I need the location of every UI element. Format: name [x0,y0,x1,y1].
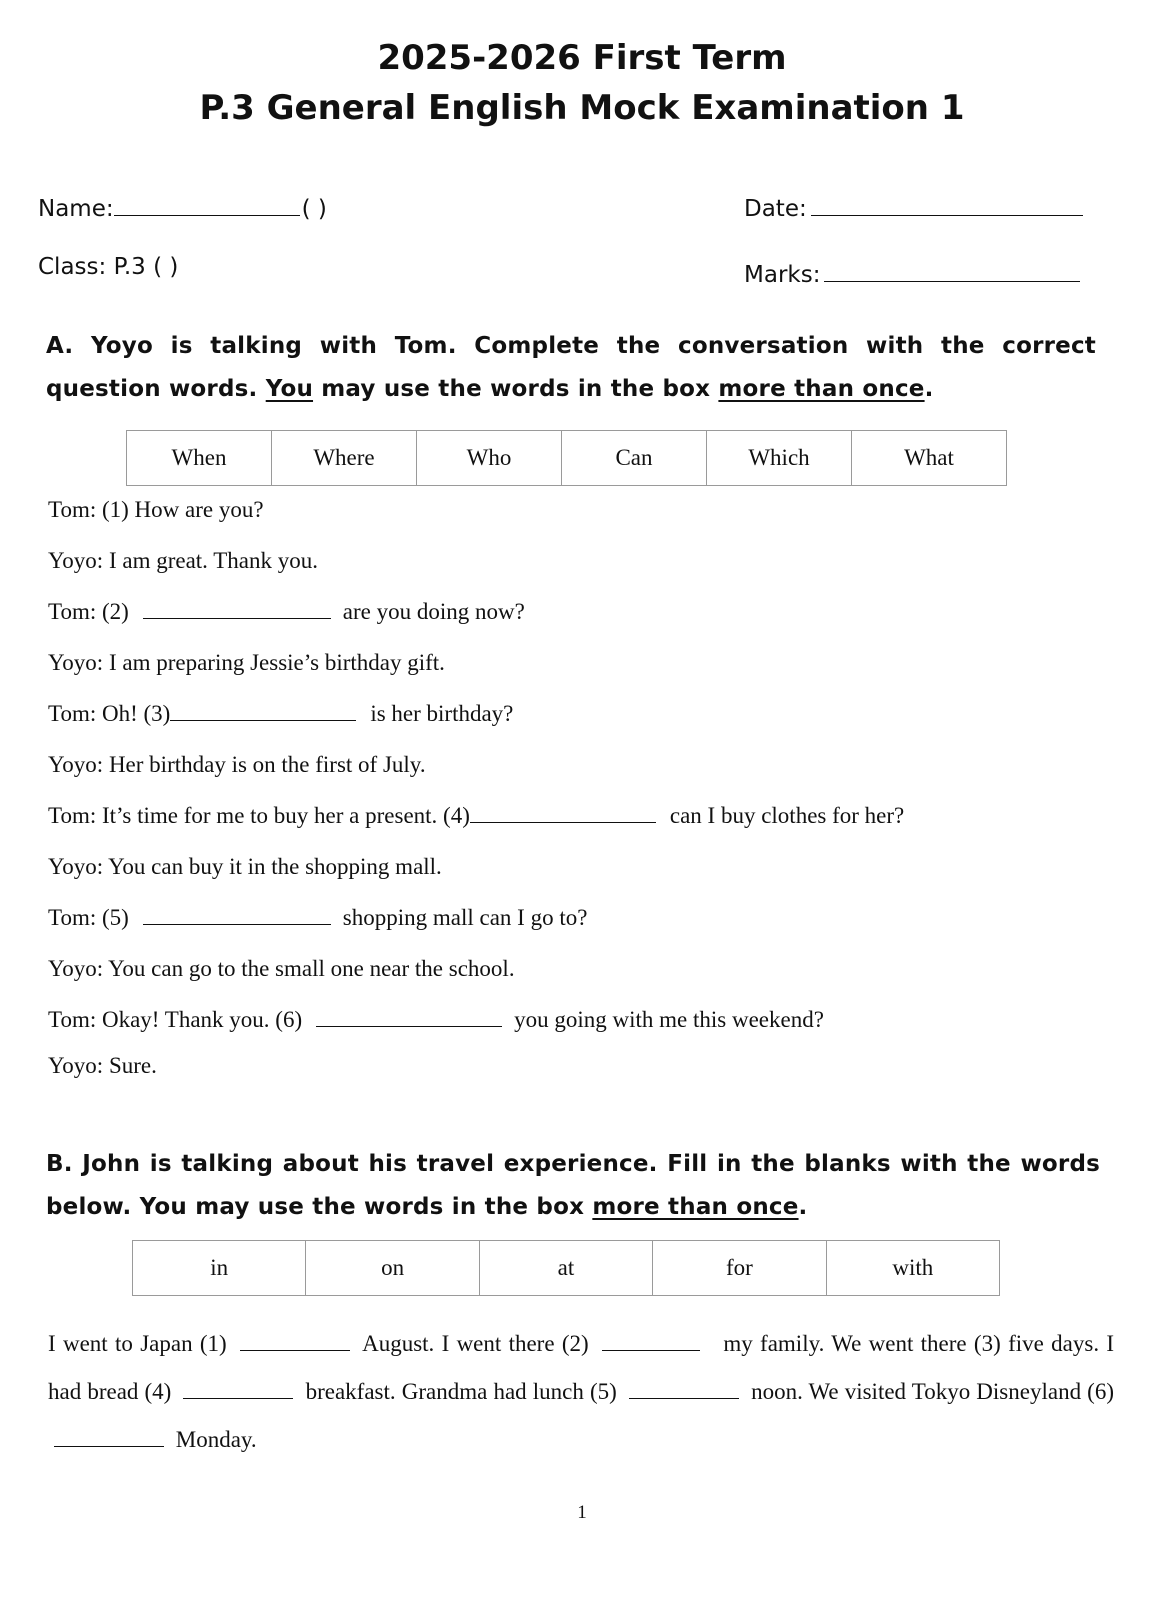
title-line-2: P.3 General English Mock Examination 1 [199,88,965,128]
line-text: Yoyo: You can go to the small one near the school. [48,956,515,981]
date-field [744,196,1083,222]
conversation-line [48,1007,824,1033]
word-box-cell: at [479,1241,652,1296]
line-text: Yoyo: You can buy it in the shopping mall. [48,854,442,879]
paragraph-text: five days. I had bread (4) [48,1331,1115,1404]
section-b-paragraph [48,1320,1114,1464]
date-label: Date: [744,196,807,222]
line-text: Tom: Oh! (3) [48,701,171,726]
line-text: can I buy clothes for her? [669,803,905,828]
date-blank[interactable] [811,215,1083,216]
name-blank[interactable] [114,215,300,216]
conversation-line [48,956,515,982]
word-box-cell: in [133,1241,306,1296]
word-box-cell: Which [707,431,852,486]
word-box-cell: Where [272,431,417,486]
word-box-cell: Can [562,431,707,486]
marks-field [744,262,1080,288]
line-text: Tom: (5) [48,905,129,930]
section-a-instruction [46,325,1096,411]
conversation-line [48,497,264,523]
paragraph-text: Tokyo Disneyland (6) [911,1379,1115,1404]
conversation-line [48,905,587,931]
answer-blank[interactable] [143,600,331,619]
line-text: Tom: (1) How are you? [48,497,264,522]
line-text: you going with me this weekend? [514,1007,824,1032]
section-a-word-box [126,430,1007,486]
word-box-cell: with [826,1241,999,1296]
paragraph-text: August. I went there (2) [362,1331,589,1356]
answer-blank[interactable] [470,804,656,823]
answer-blank[interactable] [54,1428,164,1447]
line-text: shopping mall can I go to? [342,905,588,930]
conversation-line [48,701,513,727]
answer-blank[interactable] [240,1332,350,1351]
line-text: Tom: (2) [48,599,129,624]
line-text: are you doing now? [342,599,525,624]
conversation-line [48,599,525,625]
section-a-instruction-underlined: more than once [718,376,925,402]
section-a-instruction-text: A. Yoyo is talking with Tom. Complete the conversation with the correct question words. [46,333,1096,402]
answer-blank[interactable] [602,1332,700,1351]
section-a-instruction-end: . [924,376,934,402]
section-b-instruction-underlined: more than once [592,1194,799,1220]
line-text: Tom: It’s time for me to buy her a present. (4) [48,803,470,828]
section-a-instruction-text-2: may use the words in the box [321,376,711,402]
marks-label: Marks: [744,262,821,288]
name-label: Name: [38,196,114,222]
line-text: Yoyo: Her birthday is on the first of July. [48,752,426,777]
answer-blank[interactable] [170,702,356,721]
section-b-instruction-end: . [798,1194,808,1220]
paragraph-text: my family. We went there (3) [723,1331,1001,1356]
line-text: Yoyo: I am preparing Jessie’s birthday gift. [48,650,445,675]
line-text: Tom: Okay! Thank you. (6) [48,1007,303,1032]
answer-blank[interactable] [316,1008,502,1027]
section-b-word-box [132,1240,1000,1296]
class-number-bracket: ( ) [301,196,327,222]
section-a-instruction-you: You [265,376,314,402]
page-number: 1 [577,1502,587,1523]
answer-blank[interactable] [143,906,331,925]
title-line-1: 2025-2026 First Term [377,38,787,78]
paragraph-text: noon. We visited [751,1379,907,1404]
answer-blank[interactable] [629,1380,739,1399]
conversation-line [48,1053,157,1079]
word-box-cell: on [306,1241,479,1296]
line-text: Yoyo: Sure. [48,1053,157,1078]
name-field [38,196,327,222]
word-box-cell: for [653,1241,826,1296]
section-b-instruction [46,1143,1100,1229]
section-b-instruction-text: B. John is talking about his travel experience. Fill in the blanks with the words below. You may use the words in the box [46,1151,1100,1220]
word-box-cell: Who [417,431,562,486]
conversation-line [48,752,426,778]
paragraph-text: I went to Japan (1) [48,1331,227,1356]
marks-blank[interactable] [824,281,1080,282]
line-text: is her birthday? [370,701,514,726]
class-field: Class: P.3 ( ) [38,254,179,280]
paragraph-text: Monday. [175,1427,257,1452]
conversation-line [48,803,904,829]
word-box-cell: When [127,431,272,486]
conversation-line [48,854,442,880]
word-box-cell: What [852,431,1007,486]
paragraph-text: breakfast. Grandma had lunch (5) [305,1379,617,1404]
line-text: Yoyo: I am great. Thank you. [48,548,319,573]
answer-blank[interactable] [183,1380,293,1399]
conversation-line [48,548,318,574]
conversation-line [48,650,445,676]
